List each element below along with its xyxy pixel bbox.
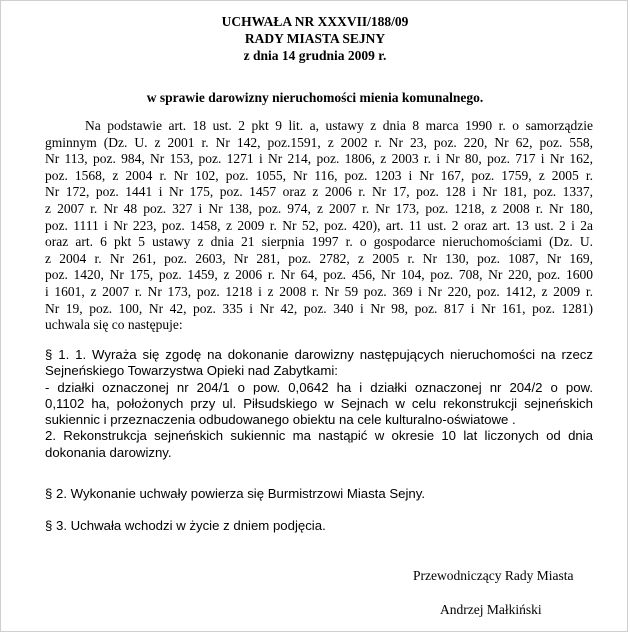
section-1-line: - działki oznaczonej nr 204/1 o pow. 0,0642 ha i działki oznaczonej nr 204/2 o pow. bbox=[45, 379, 593, 395]
section-1-line: 2. Rekonstrukcja sejneńskich sukiennic ma nastąpić w okresie 10 lat liczonych od dnia bbox=[45, 428, 593, 444]
preamble-line: Nr 113, poz. 984, Nr 153, poz. 1271 i Nr 214, poz. 1806, z 2003 r. i Nr 80, poz. 717 i Nr 162, bbox=[45, 151, 593, 167]
resolution-subject: w sprawie darowizny nieruchomości mienia komunalnego. bbox=[146, 90, 484, 105]
section-1-line: 0,1102 ha, położonych przy ul. Piłsudskiego w Sejnach w celu rekonstrukcji sejneńskich bbox=[45, 395, 593, 411]
preamble-line: z 2007 r. Nr 48 poz. 327 i Nr 138, poz. 974, z 2007 r. Nr 173, poz. 1218, z 2008 r. Nr 180, bbox=[45, 200, 593, 216]
preamble-line: i 1601, z 2007 r. Nr 173, poz. 1218 i z 2008 r. Nr 59 poz. 369 i Nr 220, poz. 1412, z 2009 r. bbox=[45, 283, 593, 299]
preamble-line: uchwala się co następuje: bbox=[45, 317, 183, 333]
resolution-number: UCHWAŁA NR XXXVII/188/09 bbox=[221, 14, 409, 29]
section-1 bbox=[45, 347, 593, 461]
signature-name: Andrzej Małkiński bbox=[440, 602, 542, 617]
preamble bbox=[45, 118, 593, 334]
preamble-line: oraz art. 6 pkt 5 ustawy z dnia 21 sierpnia 1997 r. o gospodarce nieruchomościami (Dz. U. bbox=[45, 234, 593, 250]
preamble-line: z 2004 r. Nr 261, poz. 2603, Nr 281, poz. 2782, z 2005 r. Nr 130, poz. 1087, Nr 169, bbox=[45, 250, 593, 266]
preamble-line: poz. 1111 i Nr 223, poz. 1458, z 2009 r. Nr 52, poz. 420), art. 11 ust. 2 oraz art. 13 ust. 2 i 2a bbox=[45, 217, 593, 233]
section-1-line: dokonania darowizny. bbox=[45, 444, 172, 460]
section-1-line: sukiennic i przeznaczenia odbudowanego obiektu na cele kulturalno-oświatowe . bbox=[45, 412, 516, 428]
preamble-line: Nr 19, poz. 100, Nr 42, poz. 335 i Nr 42, poz. 340 i Nr 98, poz. 817 i Nr 161, poz. 1281) bbox=[45, 300, 593, 316]
section-3 bbox=[45, 518, 593, 535]
preamble-line: Nr 172, poz. 1441 i Nr 175, poz. 1457 oraz z 2006 r. Nr 17, poz. 128 i Nr 181, poz. 1337, bbox=[45, 184, 593, 200]
section-1-line: Sejneńskiego Towarzystwa Opieki nad Zabytkami: bbox=[45, 363, 338, 379]
resolution-date: z dnia 14 grudnia 2009 r. bbox=[243, 48, 387, 63]
preamble-line: gminnym (Dz. U. z 2001 r. Nr 142, poz.1591, z 2002 r. Nr 23, poz. 220, Nr 62, poz. 558, bbox=[45, 134, 593, 150]
section-1-line: § 1. 1. Wyraża się zgodę na dokonanie darowizny następujących nieruchomości na rzecz bbox=[45, 347, 593, 362]
preamble-line: poz. 1420, Nr 175, poz. 1459, z 2006 r. Nr 64, poz. 456, Nr 104, poz. 708, Nr 220, poz. 1600 bbox=[45, 267, 593, 283]
preamble-line: poz. 1568, z 2004 r. Nr 102, poz. 1055, Nr 116, poz. 1203 i Nr 167, poz. 1759, z 2005 r. bbox=[45, 167, 593, 183]
preamble-line: Na podstawie art. 18 ust. 2 pkt 9 lit. a, ustawy z dnia 8 marca 1990 r. o samorządzie bbox=[85, 118, 593, 133]
section-2 bbox=[45, 486, 593, 503]
section-3-text: § 3. Uchwała wchodzi w życie z dniem podjęcia. bbox=[45, 518, 326, 533]
signature-role: Przewodniczący Rady Miasta bbox=[413, 568, 574, 583]
council-name: RADY MIASTA SEJNY bbox=[244, 31, 386, 46]
section-2-text: § 2. Wykonanie uchwały powierza się Burmistrzowi Miasta Sejny. bbox=[45, 486, 426, 501]
